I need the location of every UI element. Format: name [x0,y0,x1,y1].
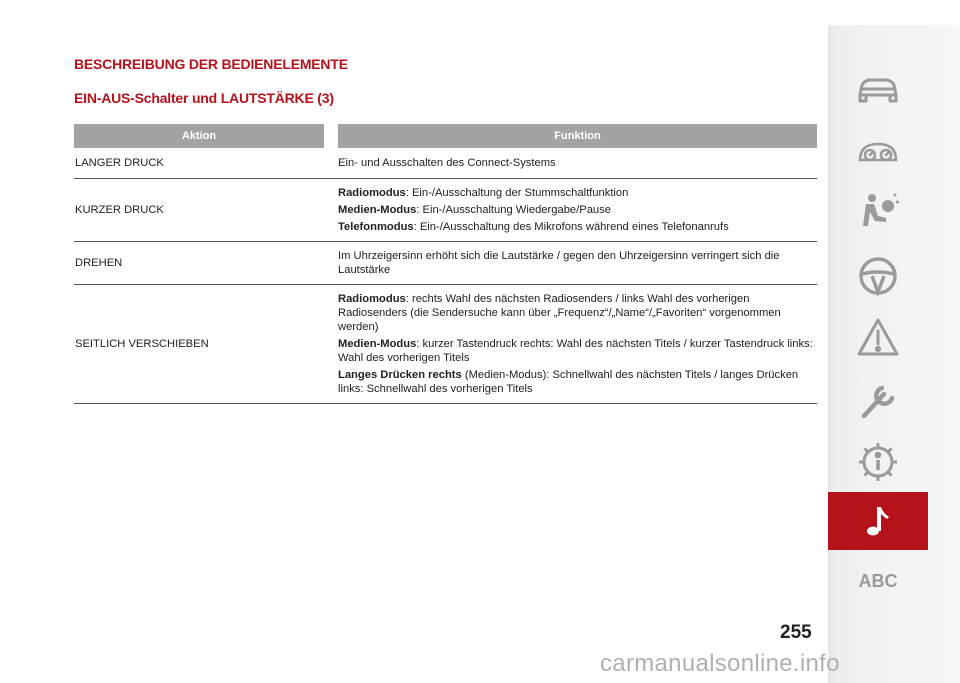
mode-label: Telefonmodus [338,220,414,233]
action-cell: SEITLICH VERSCHIEBEN [74,284,324,403]
section-heading: BESCHREIBUNG DER BEDIENELEMENTE [74,56,348,72]
mode-label: Radiomodus [338,186,406,199]
function-text: Langes Drücken rechts (Medien-Modus): Schnellwahl des nächsten Titels / langes Drücken links: Schnellwahl des vorherigen Titels [338,368,799,395]
action-cell: LANGER DRUCK [74,148,324,178]
table-row [74,148,817,178]
function-text: Medien-Modus: Ein-/Ausschaltung Wiedergabe/Pause [338,203,611,216]
car-icon[interactable] [828,60,928,118]
table-row [74,241,817,284]
dashboard-gauges-icon[interactable] [828,123,928,181]
function-text: Medien-Modus: kurzer Tastendruck rechts: Wahl des nächsten Titels / kurzer Tastendruck links: Wahl des vorherigen Titels [338,337,813,364]
table-row [74,178,817,241]
subsection-heading: EIN-AUS-Schalter und LAUTSTÄRKE (3) [74,90,334,106]
watermark: carmanualsonline.info [600,650,840,677]
action-cell: DREHEN [74,241,324,284]
page-number: 255 [780,622,812,643]
mode-label: Medien-Modus [338,203,417,216]
airbag-safety-icon[interactable] [828,183,928,241]
table-header-row [74,124,817,148]
info-gear-icon[interactable] [828,433,928,491]
abc-index-label[interactable]: ABC [858,571,898,591]
header-action: Aktion [74,124,324,148]
function-cell [338,148,817,178]
music-note-icon[interactable] [828,492,928,550]
function-text: Telefonmodus: Ein-/Ausschaltung des Mikrofons während eines Telefonanrufs [338,220,729,233]
function-text: Ein- und Ausschalten des Connect-Systems [338,156,556,169]
function-text: Radiomodus: Ein-/Ausschaltung der Stummschaltfunktion [338,186,629,199]
function-text: Radiomodus: rechts Wahl des nächsten Radiosenders / links Wahl des vorherigen Radiosenders (die Sendersuche kann über „Frequenz“/„Name“/„Favoriten“ vorgenommen werden) [338,292,781,333]
controls-table [74,124,817,404]
function-text: Im Uhrzeigersinn erhöht sich die Lautstärke / gegen den Uhrzeigersinn verringert sich die Lautstärke [338,249,780,276]
function-cell [338,241,817,284]
header-function: Funktion [338,124,817,148]
chapter-sidebar [828,25,960,683]
wrench-icon[interactable] [828,371,928,429]
mode-label: Langes Drücken rechts [338,368,462,381]
warning-triangle-icon[interactable] [828,309,928,367]
function-cell [338,178,817,241]
action-cell: KURZER DRUCK [74,178,324,241]
mode-label: Radiomodus [338,292,406,305]
steering-wheel-icon[interactable] [828,247,928,305]
mode-label: Medien-Modus [338,337,417,350]
function-cell [338,284,817,403]
table-row [74,284,817,403]
